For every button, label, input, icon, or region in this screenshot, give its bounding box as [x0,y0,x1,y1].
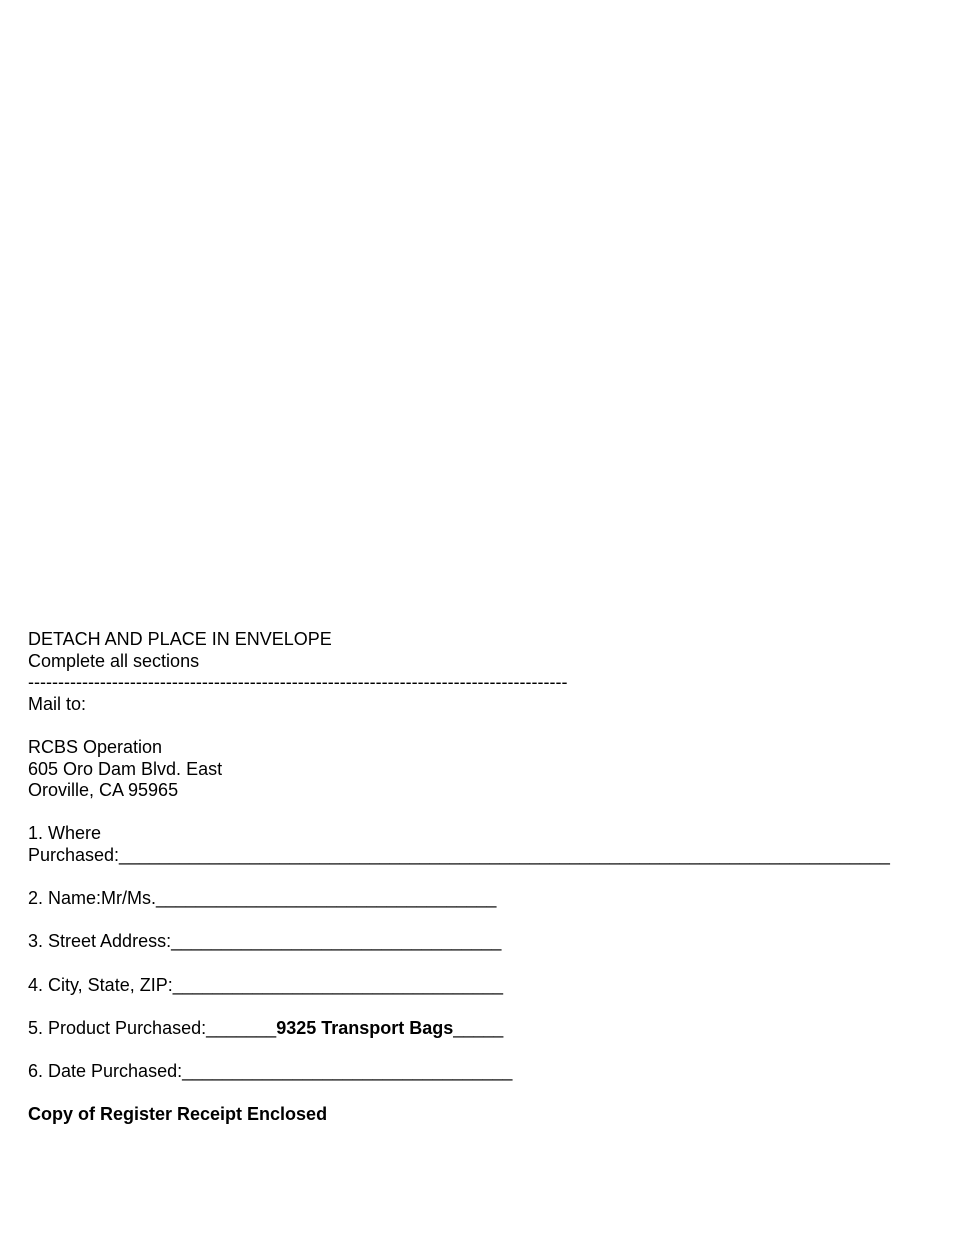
where-purchased-label: 1. Where [28,823,102,844]
date-purchased-field[interactable]: 6. Date Purchased:_________________________________ [28,1060,513,1081]
receipt-enclosed-note: Copy of Register Receipt Enclosed [28,1104,328,1125]
spacer [28,910,948,932]
spacer [28,1082,948,1104]
spacer [28,802,948,824]
complete-instruction: Complete all sections [28,650,200,671]
product-purchased-trailing-blank: _____ [453,1017,504,1038]
mail-to-label: Mail to: [28,693,87,714]
spacer [28,953,948,975]
spacer [28,867,948,889]
mail-street-address: 605 Oro Dam Blvd. East [28,758,223,779]
warranty-card-form [28,629,948,1126]
product-purchased-field[interactable] [28,1018,948,1040]
product-purchased-value: 9325 Transport Bags [276,1017,454,1038]
spacer [28,996,948,1018]
mail-city-state-zip: Oroville, CA 95965 [28,780,179,801]
cut-line-separator: ------------------------------------------------------------------------------------------ [28,672,568,693]
street-address-field[interactable]: 3. Street Address:_________________________________ [28,931,502,952]
where-purchased-field[interactable]: Purchased:_____________________________________________________________________________ [28,844,890,865]
city-state-zip-field[interactable]: 4. City, State, ZIP:_________________________________ [28,974,504,995]
mail-recipient-name: RCBS Operation [28,736,163,757]
spacer [28,715,948,737]
product-purchased-label: 5. Product Purchased:_______ [28,1017,277,1038]
spacer [28,1039,948,1061]
name-field[interactable]: 2. Name:Mr/Ms.__________________________________ [28,888,497,909]
detach-instruction: DETACH AND PLACE IN ENVELOPE [28,629,332,649]
